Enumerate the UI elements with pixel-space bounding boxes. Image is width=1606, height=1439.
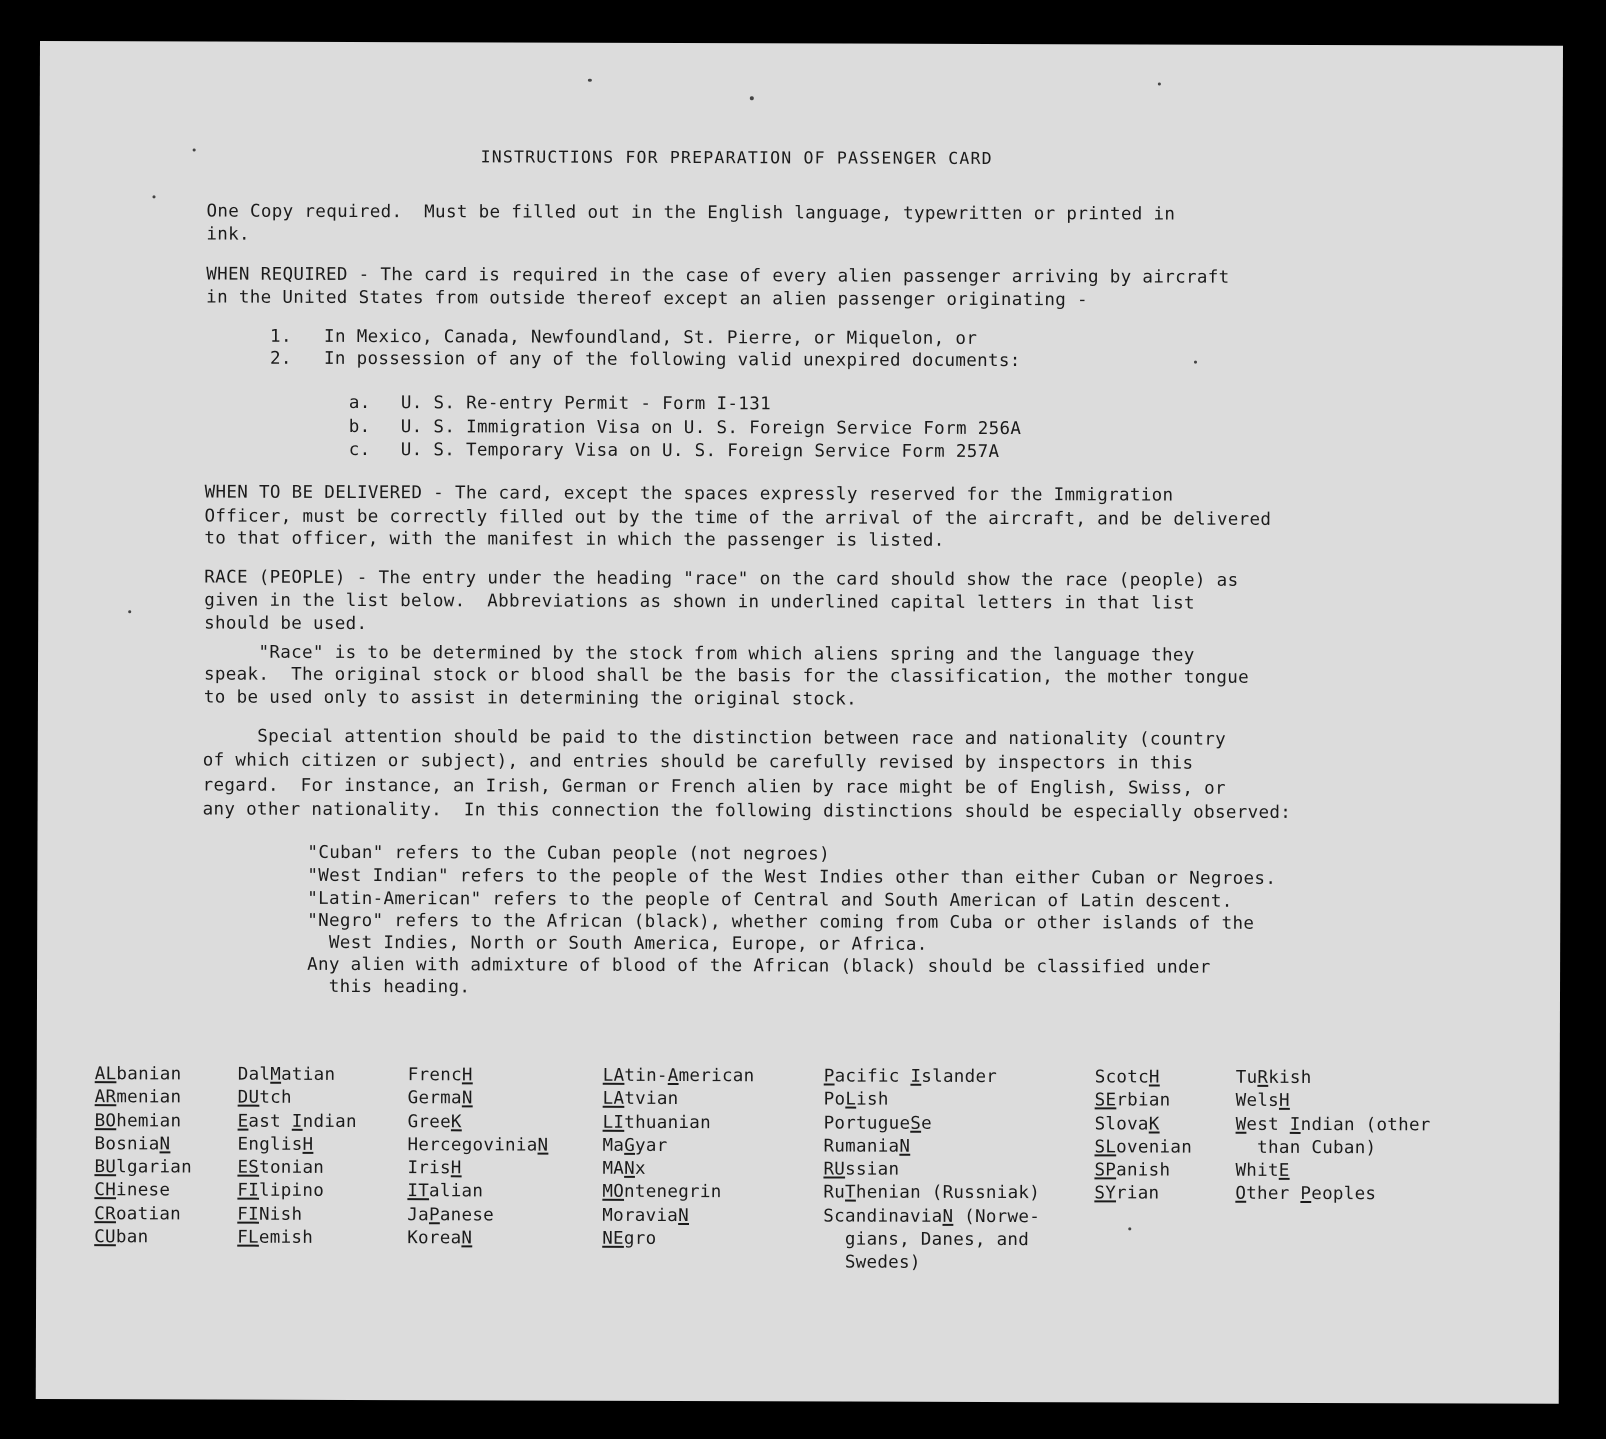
race-entry: gians, Danes, and [823, 1229, 1030, 1251]
race-column [1235, 1067, 1431, 1207]
race-line: given in the list below. Abbreviations as shown in underlined capital letters in that list [204, 590, 1195, 614]
scan-speck [1158, 83, 1161, 86]
race-entry: EnglisH [237, 1134, 314, 1155]
race-entry: East Indian [237, 1111, 357, 1132]
race-entry: EStonian [237, 1157, 325, 1179]
race-entry: FLemish [237, 1227, 314, 1248]
special-line: of which citizen or subject), and entries should be carefully revised by inspectors in this [202, 750, 1194, 774]
document-text: U. S. Re-entry Permit - Form I-131 [400, 393, 772, 415]
race-entry: MoraviaN [602, 1205, 690, 1226]
race-entry: BosniaN [94, 1134, 171, 1155]
document-letter: b. [348, 416, 371, 438]
distinction-line: West Indies, North or South America, Europe, or Africa. [307, 932, 928, 955]
special-line: regard. For instance, an Irish, German or French alien by race might be of English, Swiss, or [202, 775, 1226, 799]
race-entry: MANx [602, 1158, 646, 1180]
exception-text: In possession of any of the following valid unexpired documents: [323, 348, 1021, 372]
race-entry: CUban [94, 1227, 149, 1248]
race-column [823, 1065, 1040, 1275]
scan-speck [193, 148, 196, 151]
race-entry: FINish [237, 1204, 303, 1225]
race-entry: SErbian [1094, 1090, 1171, 1111]
race-entry: ITalian [407, 1181, 484, 1202]
exception-text: In Mexico, Canada, Newfoundland, St. Pierre, or Miquelon, or [324, 326, 978, 349]
race-entry: PoLish [823, 1089, 889, 1110]
scan-speck [588, 79, 592, 82]
distinction-line: "Cuban" refers to the Cuban people (not negroes) [307, 842, 831, 865]
race-entry: CHinese [94, 1180, 171, 1201]
race-entry: SPanish [1094, 1160, 1171, 1181]
race-entry: LIthuanian [602, 1112, 711, 1133]
page-title: INSTRUCTIONS FOR PREPARATION OF PASSENGER CARD [480, 147, 993, 168]
race-entry: JaPanese [407, 1204, 495, 1226]
race-entry: MaGyar [602, 1135, 668, 1156]
special-line: Special attention should be paid to the distinction between race and nationality (country [202, 726, 1227, 750]
document-letter: a. [348, 392, 371, 414]
race-entry: PortugueSe [823, 1113, 933, 1134]
race-definition-line: speak. The original stock or blood shall be the basis for the classification, the mother tongue [203, 664, 1250, 688]
race-entry: ARmenian [94, 1087, 182, 1108]
intro-line: One Copy required. Must be filled out in the English language, typewritten or printed in [206, 201, 1176, 225]
scan-speck [153, 195, 156, 198]
document-text: U. S. Immigration Visa on U. S. Foreign Service Form 256A [400, 417, 1022, 440]
scan-speck [1194, 361, 1197, 364]
race-entry: TuRkish [1235, 1067, 1312, 1088]
document-text: U. S. Temporary Visa on U. S. Foreign Service Form 257A [400, 440, 1000, 463]
race-entry: LAtvian [602, 1089, 679, 1110]
distinction-line: "Negro" refers to the African (black), whether coming from Cuba or other islands of the [307, 910, 1255, 934]
race-entry: ScandinaviaN (Norwe- [823, 1206, 1041, 1227]
race-column [1094, 1066, 1192, 1206]
when-delivered-line: to that officer, with the manifest in which the passenger is listed. [204, 528, 945, 551]
race-definition-line: to be used only to assist in determining the original stock. [203, 687, 858, 710]
race-definition-line: "Race" is to be determined by the stock from which aliens spring and the language they [204, 642, 1195, 666]
distinction-line: this heading. [306, 976, 471, 998]
race-entry: SLovenian [1094, 1137, 1193, 1158]
when-required-line: in the United States from outside thereof except an alien passenger originating - [206, 287, 1088, 311]
special-line: any other nationality. In this connection the following distinctions should be especially observed: [202, 799, 1292, 823]
race-entry: DalMatian [237, 1064, 336, 1085]
race-entry: WhitE [1235, 1160, 1290, 1182]
scan-speck [128, 610, 131, 613]
race-entry: West Indian (other [1235, 1114, 1431, 1135]
distinction-line: "West Indian" refers to the people of the West Indies other than either Cuban or Negroes. [307, 865, 1277, 889]
race-entry: Swedes) [823, 1252, 921, 1274]
race-entry: GermaN [407, 1088, 473, 1109]
race-column [94, 1063, 192, 1250]
race-entry: FrencH [407, 1065, 473, 1086]
race-entry: RUssian [823, 1159, 900, 1180]
when-delivered-line: Officer, must be correctly filled out by the time of the arrival of the aircraft, and be delivered [204, 506, 1272, 530]
race-entry: CRoatian [94, 1203, 182, 1225]
exception-number: 1. [270, 326, 292, 347]
race-entry: IrisH [407, 1158, 462, 1179]
race-entry: NEgro [602, 1228, 657, 1250]
race-entry: FIlipino [237, 1181, 325, 1202]
race-entry: RuThenian (Russniak) [823, 1182, 1041, 1204]
exception-number: 2. [269, 348, 292, 369]
race-entry: DUtch [237, 1087, 292, 1109]
race-entry: KoreaN [407, 1228, 473, 1249]
race-column [237, 1064, 357, 1251]
document-letter: c. [348, 439, 371, 461]
race-entry: than Cuban) [1235, 1137, 1377, 1159]
race-entry: BOhemian [94, 1110, 182, 1132]
race-line: should be used. [204, 613, 368, 635]
race-column [407, 1064, 548, 1251]
passenger-card-instructions-page [36, 41, 1563, 1404]
race-entry: BUlgarian [94, 1157, 193, 1178]
when-delivered-line: WHEN TO BE DELIVERED - The card, except the spaces expressly reserved for the Immigration [204, 482, 1174, 506]
distinction-line: "Latin-American" refers to the people of Central and South American of Latin descent. [307, 888, 1233, 912]
race-entry: HercegoviniaN [407, 1135, 549, 1156]
scan-speck [750, 96, 754, 100]
when-required-line: WHEN REQUIRED - The card is required in the case of every alien passenger arriving by aircraft [206, 264, 1230, 288]
race-entry: LAtin-American [602, 1065, 755, 1087]
race-entry: MOntenegrin [602, 1182, 722, 1203]
race-entry: Other Peoples [1235, 1184, 1377, 1205]
intro-line: ink. [206, 224, 250, 245]
race-entry: ALbanian [94, 1064, 182, 1085]
race-entry: RumaniaN [823, 1136, 911, 1157]
race-column [602, 1065, 754, 1252]
race-entry: ScotcH [1094, 1067, 1160, 1088]
distinction-line: Any alien with admixture of blood of the African (black) should be classified under [307, 954, 1211, 978]
scan-speck [1128, 1227, 1131, 1230]
race-entry: SlovaK [1094, 1113, 1160, 1135]
race-entry: WelsH [1235, 1091, 1290, 1112]
race-entry: GreeK [407, 1111, 462, 1132]
race-entry: SYrian [1094, 1183, 1160, 1205]
race-entry: Pacific Islander [823, 1066, 998, 1088]
race-line: RACE (PEOPLE) - The entry under the heading "race" on the card should show the race (people) as [204, 567, 1239, 591]
